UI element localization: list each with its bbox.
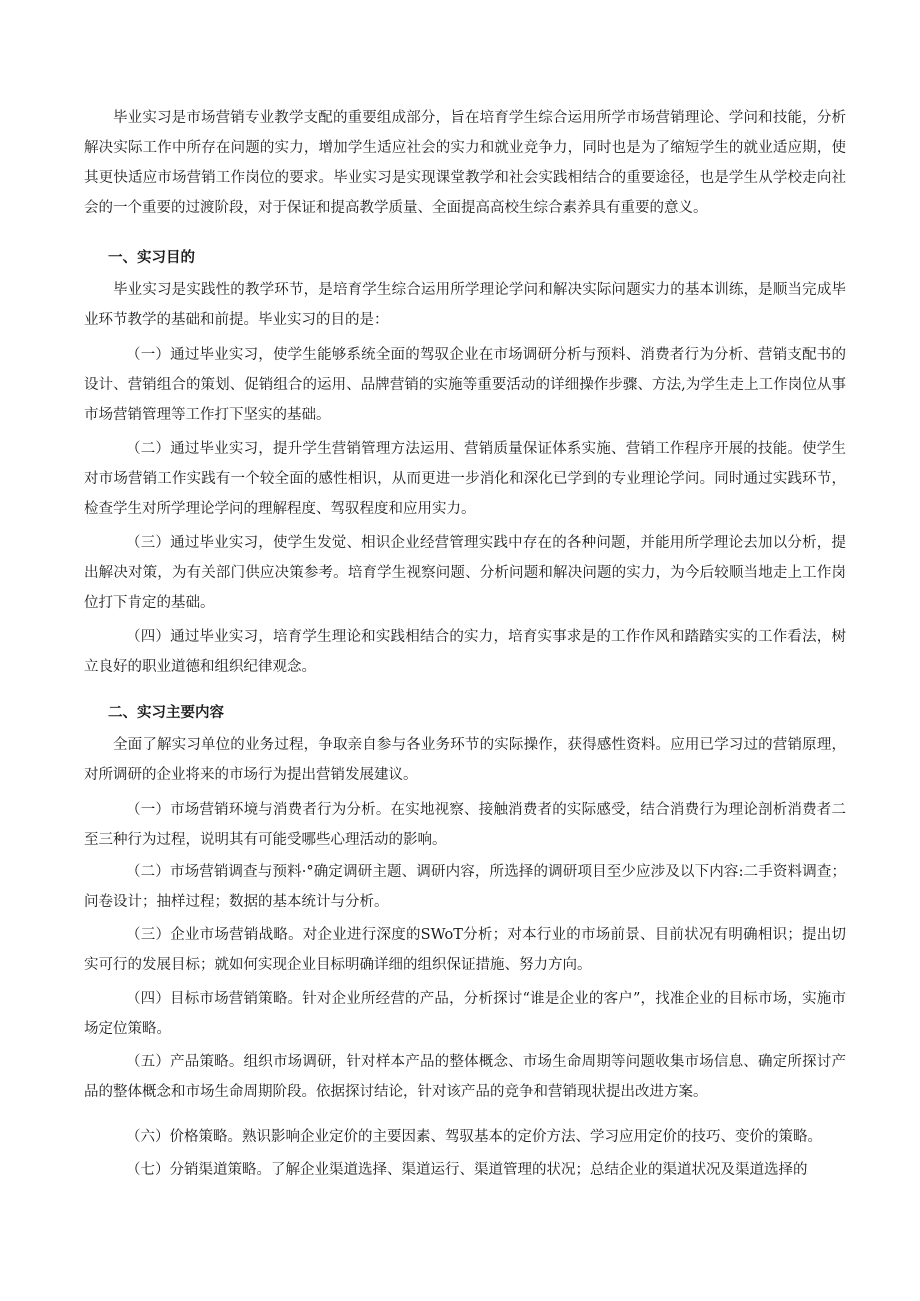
- content-item-2: （二）市场营销调查与预料·°确定调研主题、调研内容，所选择的调研项目至少应涉及以下内容:二手资料调查；问卷设计；抽样过程；数据的基本统计与分析。: [84, 864, 846, 910]
- content-item-6: （六）价格策略。熟识影响企业定价的主要因素、驾驭基本的定价方法、学习应用定价的技巧、变价的策略。: [126, 1129, 822, 1145]
- purpose-item-4: （四）通过毕业实习，培育学生理论和实践相结合的实力，培育实事求是的工作作风和踏踏实实的工作看法，树立良好的职业道德和组织纪律观念。: [84, 629, 846, 675]
- content-item-7: （七）分销渠道策略。了解企业渠道选择、渠道运行、渠道管理的状况；总结企业的渠道状况及渠道选择的: [126, 1162, 808, 1178]
- content-item-5: （五）产品策略。组织市场调研，针对样本产品的整体概念、市场生命周期等问题收集市场信息、确定所探讨产品的整体概念和市场生命周期阶段。依据探讨结论，针对该产品的竞争和营销现状提出改进方案。: [84, 1054, 846, 1100]
- content-item-1: （一）市场营销环境与消费者行为分析。在实地视察、接触消费者的实际感受，结合消费行为理论剖析消费者二至三种行为过程，说明其有可能受哪些心理活动的影响。: [84, 802, 846, 848]
- content-item-3: （三）企业市场营销战略。对企业进行深度的SWoT分析；对本行业的市场前景、目前状况有明确相识；提出切实可行的发展目标；就如何实现企业目标明确详细的组织保证措施、努力方向。: [84, 927, 846, 973]
- content-lead-paragraph: 全面了解实习单位的业务过程，争取亲自参与各业务环节的实际操作，获得感性资料。应用已学习过的营销原理，对所调研的企业将来的市场行为提出营销发展建议。: [84, 737, 846, 783]
- content-item-4: （四）目标市场营销策略。针对企业所经营的产品，分析探讨“谁是企业的客户”，找准企业的目标市场，实施市场定位策略。: [84, 991, 846, 1037]
- intro-paragraph: 毕业实习是市场营销专业教学支配的重要组成部分，旨在培育学生综合运用所学市场营销理论、学问和技能，分析解决实际工作中所存在问题的实力，增加学生适应社会的实力和就业竞争力，同时也是为了缩短学生的就业适应期，使其更快适应市场营销工作岗位的要求。毕业实习是实现课堂教学和社会实践相结合的重要途径，也是学生从学校走向社会的一个重要的过渡阶段，对于保证和提高教学质量、全面提高高校生综合素养具有重要的意义。: [84, 110, 846, 216]
- purpose-item-3: （三）通过毕业实习，使学生发觉、相识企业经营管理实践中存在的各种问题，并能用所学理论去加以分析，提出解决对策，为有关部门供应决策参考。培育学生视察问题、分析问题和解决问题的实力，为今后较顺当地走上工作岗位打下肯定的基础。: [84, 535, 846, 611]
- purpose-item-1: （一）通过毕业实习，使学生能够系统全面的驾驭企业在市场调研分析与预料、消费者行为分析、营销支配书的设计、营销组合的策划、促销组合的运用、品牌营销的实施等重要活动的详细操作步骤、方法,为学生走上工作岗位从事市场营销管理等工作打下坚实的基础。: [84, 347, 846, 423]
- purpose-item-2: （二）通过毕业实习，提升学生营销管理方法运用、营销质量保证体系实施、营销工作程序开展的技能。使学生对市场营销工作实践有一个较全面的感性相识，从而更进一步消化和深化已学到的专业理论学问。同时通过实践环节，检查学生对所学理论学问的理解程度、驾驭程度和应用实力。: [84, 441, 846, 517]
- section-heading-purpose: 一、实习目的: [108, 250, 195, 266]
- section-heading-content: 二、实习主要内容: [108, 705, 224, 721]
- purpose-lead-paragraph: 毕业实习是实践性的教学环节，是培育学生综合运用所学理论学问和解决实际问题实力的基本训练，是顺当完成毕业环节教学的基础和前提。毕业实习的目的是：: [84, 282, 846, 328]
